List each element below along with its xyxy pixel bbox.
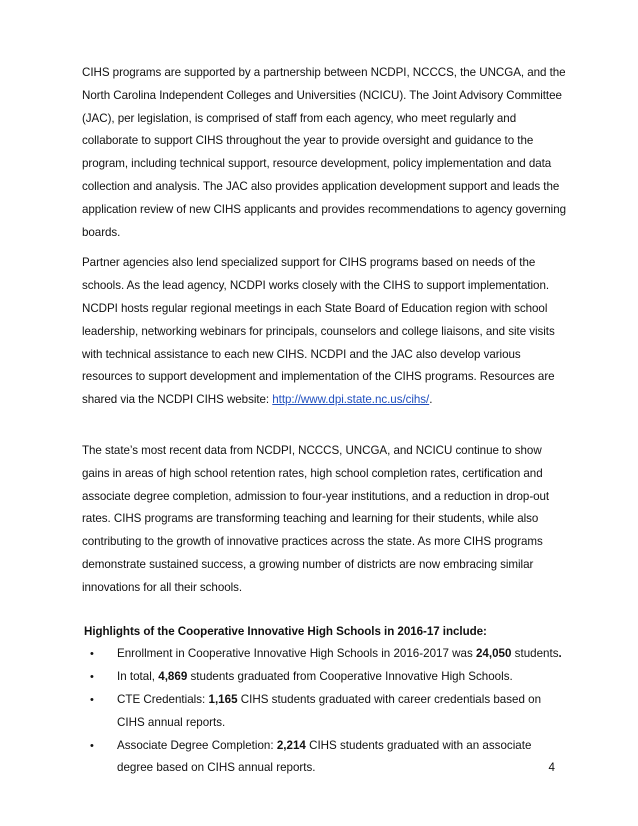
- highlight-text: students graduated from Cooperative Innovative High Schools.: [187, 670, 513, 684]
- highlight-item-graduates: [90, 666, 568, 689]
- highlight-value: 4,869: [158, 670, 188, 684]
- highlight-text: In total,: [117, 670, 159, 684]
- highlight-text: CTE Credentials:: [117, 692, 209, 706]
- highlight-value: 2,214: [276, 738, 306, 752]
- paragraph-partner-agencies: [82, 252, 568, 412]
- highlight-value: 24,050: [475, 647, 512, 661]
- highlights-list: [82, 643, 568, 780]
- highlight-period: .: [558, 647, 562, 661]
- bullet-icon: •: [90, 648, 94, 661]
- highlights-heading: Highlights of the Cooperative Innovative High Schools in 2016-17 include:: [84, 624, 487, 638]
- highlight-item-enrollment: [90, 643, 568, 666]
- paragraph-partnership: CIHS programs are supported by a partnership between NCDPI, NCCCS, the UNCGA, and the North Carolina Independent Colleges and Universities (NCICU). The Joint Advisory Committee (JAC), per legislation, is comprised of staff from each agency, who meet regularly and collaborate to support CIHS throughout the year to provide oversight and guidance to the program, including technical support, resource development, policy implementation and data collection and analysis. The JAC also provides application development support and leads the application review of new CIHS applicants and provides recommendations to agency governing boards.: [82, 66, 567, 239]
- paragraph-partner-agencies-end: .: [429, 393, 433, 407]
- paragraph-state-data: The state’s most recent data from NCDPI, NCCCS, UNCGA, and NCICU continue to show gains in areas of high school retention rates, high school completion rates, certification and associate degree completion, admission to four-year institutions, and a reduction in drop-out rates. CIHS programs are transforming teaching and learning for their students, while also contributing to the growth of innovative practices across the state. As more CIHS programs demonstrate sustained success, a growing number of districts are now embracing similar innovations for all their schools.: [82, 443, 550, 594]
- highlight-text: CIHS students graduated with career credentials based on CIHS annual reports.: [117, 692, 542, 729]
- bullet-icon: •: [90, 739, 94, 752]
- highlight-item-cte-credentials: [90, 689, 568, 735]
- highlight-text: students: [511, 647, 559, 661]
- bullet-icon: •: [90, 671, 94, 684]
- cihs-website-link[interactable]: http://www.dpi.state.nc.us/cihs/: [272, 393, 430, 407]
- bullet-icon: •: [90, 693, 94, 706]
- document-page: [82, 62, 568, 780]
- highlight-text: Enrollment in Cooperative Innovative High Schools in 2016-2017 was: [117, 647, 476, 661]
- paragraph-partner-agencies-text: Partner agencies also lend specialized support for CIHS programs based on needs of the schools. As the lead agency, NCDPI works closely with the CIHS to support implementation. NCDPI hosts regular regional meetings in each State Board of Education region with school leadership, networking webinars for principals, counselors and college liaisons, and site visits with technical assistance to each new CIHS. NCDPI and the JAC also develop various resources to support development and implementation of the CIHS programs. Resources are shared via the NCDPI CIHS website:: [82, 256, 555, 407]
- page-number: 4: [548, 761, 555, 774]
- highlight-text: Associate Degree Completion:: [117, 738, 277, 752]
- highlight-item-associate-degree: [90, 735, 568, 781]
- highlight-value: 1,165: [208, 692, 238, 706]
- highlight-text: CIHS students graduated with an associate degree based on CIHS annual reports.: [117, 738, 532, 775]
